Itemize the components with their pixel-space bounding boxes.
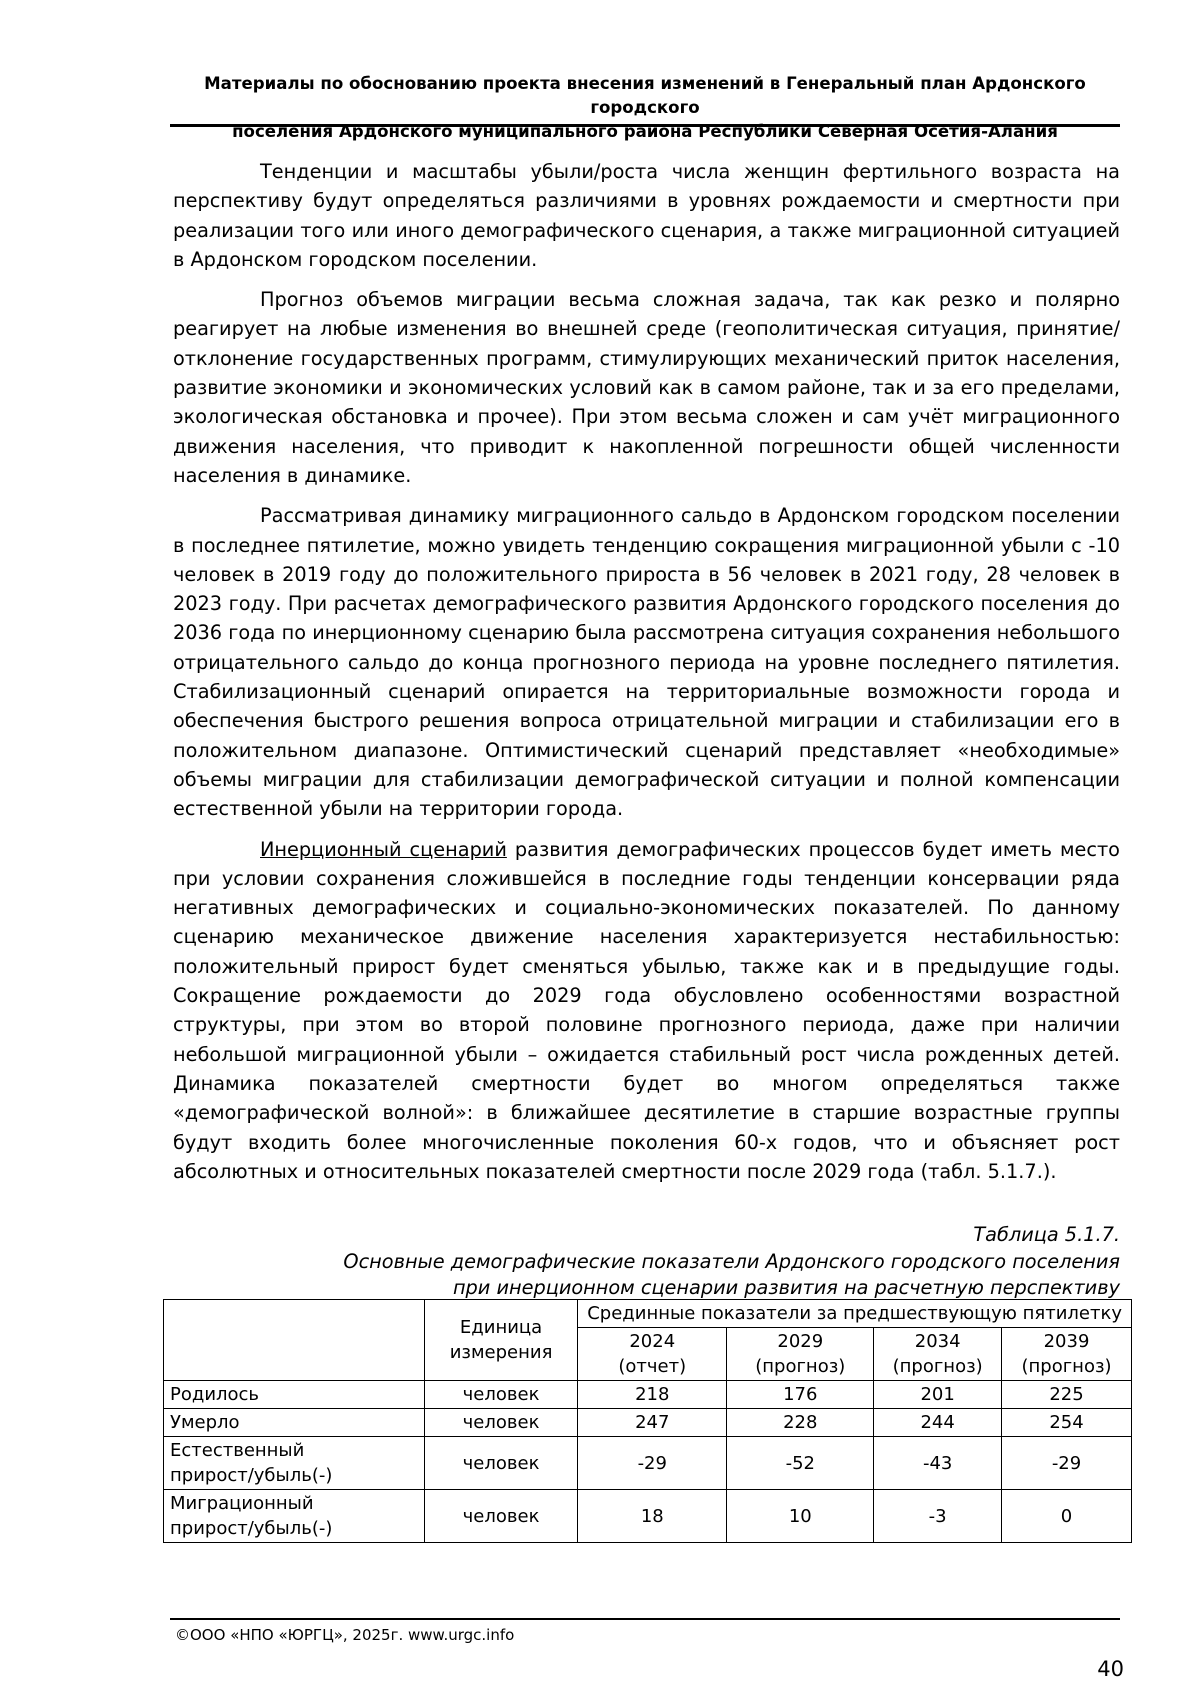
table-row (164, 1381, 1132, 1409)
body-text (173, 157, 1120, 1197)
paragraph-migration-forecast: Прогноз объемов миграции весьма сложная задача, так как резко и полярно реагирует на любые изменения во внешней среде (геополитическая ситуация, принятие/отклонение государственных программ, стимулирующих механический приток населения, развитие экономики и экономических условий как в самом районе, так и за его пределами, экологическая обстановка и прочее). При этом весьма сложен и сам учёт миграционного движения населения, что приводит к накопленной погрешности общей численности населения в динамике. (173, 288, 1120, 487)
value-cell: 244 (874, 1409, 1002, 1437)
document-header (170, 72, 1120, 144)
table-header-row (164, 1300, 1132, 1328)
paragraph-migration-dynamics: Рассматривая динамику миграционного сальдо в Ардонском городском поселении в последнее пятилетие, можно увидеть тенденцию сокращения миграционной убыли с -10 человек в 2019 году до положительного прироста в 56 человек в 2021 году, 28 человек в 2023 году. При расчетах демографического развития Ардонского городского поселения до 2036 года по инерционному сценарию была рассмотрена ситуация сохранения небольшого отрицательного сальдо до конца прогнозного периода на уровне последнего пятилетия. Стабилизационный сценарий опирается на территориальные возможности города и обеспечения быстрого решения вопроса отрицательной миграции и стабилизации его в положительном диапазоне. Оптимистический сценарий представляет «необходимые» объемы миграции для стабилизации демографической ситуации и полной компенсации естественной убыли на территории города. (173, 504, 1120, 821)
table-row (164, 1409, 1132, 1437)
year-header: 2039 (прогноз) (1002, 1328, 1132, 1381)
unit-header: Единица измерения (424, 1300, 577, 1381)
value-cell: -29 (1002, 1437, 1132, 1490)
value-cell: 225 (1002, 1381, 1132, 1409)
unit-cell: человек (424, 1437, 577, 1490)
row-label: Умерло (164, 1409, 425, 1437)
page-number: 40 (1097, 1657, 1124, 1681)
unit-cell: человек (424, 1409, 577, 1437)
value-cell: 228 (727, 1409, 874, 1437)
value-cell: 201 (874, 1381, 1002, 1409)
table-row (164, 1490, 1132, 1543)
value-cell: 18 (578, 1490, 727, 1543)
paragraph-inertial-scenario (173, 835, 1120, 1187)
period-group-header: Срединные показатели за предшествующую пятилетку (578, 1300, 1132, 1328)
value-cell: 0 (1002, 1490, 1132, 1543)
value-cell: -43 (874, 1437, 1002, 1490)
row-label: Родилось (164, 1381, 425, 1409)
demographic-indicators-table (163, 1299, 1132, 1543)
header-divider (170, 124, 1120, 127)
header-line-2: поселения Ардонского муниципального района Республики Северная Осетия-Алания (232, 122, 1058, 141)
unit-cell: человек (424, 1381, 577, 1409)
year-header: 2024 (отчет) (578, 1328, 727, 1381)
value-cell: 176 (727, 1381, 874, 1409)
value-cell: -52 (727, 1437, 874, 1490)
footer-divider (170, 1618, 1120, 1620)
table-title-line-2: при инерционном сценарии развития на расчетную перспективу (452, 1276, 1120, 1299)
table-row (164, 1437, 1132, 1490)
value-cell: 247 (578, 1409, 727, 1437)
value-cell: 254 (1002, 1409, 1132, 1437)
value-cell: -29 (578, 1437, 727, 1490)
inertial-scenario-term: Инерционный сценарий (260, 837, 507, 861)
footer-copyright: ©ООО «НПО «ЮРГЦ», 2025г. www.urgc.info (175, 1626, 515, 1644)
table-number: Таблица 5.1.7. (973, 1223, 1120, 1246)
value-cell: 218 (578, 1381, 727, 1409)
inertial-scenario-text: развития демографических процессов будет иметь место при условии сохранения сложившейся в последние годы тенденции консервации ряда негативных демографических и социально-экономических показателей. По данному сценарию механическое движение населения характеризуется нестабильностью: положительный прирост будет сменяться убылью, также как и в предыдущие годы. Сокращение рождаемости до 2029 года обусловлено особенностями возрастной структуры, при этом во второй половине прогнозного периода, даже при наличии небольшой миграционной убыли – ожидается стабильный рост числа рожденных детей. Динамика показателей смертности будет во многом определяться также «демографической волной»: в ближайшее десятилетие в старшие возрастные группы будут входить более многочисленные поколения 60-х годов, что и объясняет рост абсолютных и относительных показателей смертности после 2029 года (табл. 5.1.7.). (173, 837, 1120, 1183)
row-label: Естественный прирост/убыль(-) (164, 1437, 425, 1490)
value-cell: -3 (874, 1490, 1002, 1543)
unit-cell: человек (424, 1490, 577, 1543)
year-header: 2029 (прогноз) (727, 1328, 874, 1381)
year-header: 2034 (прогноз) (874, 1328, 1002, 1381)
header-empty-cell (164, 1300, 425, 1381)
value-cell: 10 (727, 1490, 874, 1543)
row-label: Миграционный прирост/убыль(-) (164, 1490, 425, 1543)
header-line-1: Материалы по обоснованию проекта внесения изменений в Генеральный план Ардонского городского (204, 74, 1086, 117)
table-caption (220, 1222, 1120, 1302)
table-title-line-1: Основные демографические показатели Ардонского городского поселения (343, 1249, 1120, 1273)
paragraph-fertile-women: Тенденции и масштабы убыли/роста числа женщин фертильного возраста на перспективу будут определяться различиями в уровнях рождаемости и смертности при реализации того или иного демографического сценария, а также миграционной ситуацией в Ардонском городском поселении. (173, 160, 1120, 271)
